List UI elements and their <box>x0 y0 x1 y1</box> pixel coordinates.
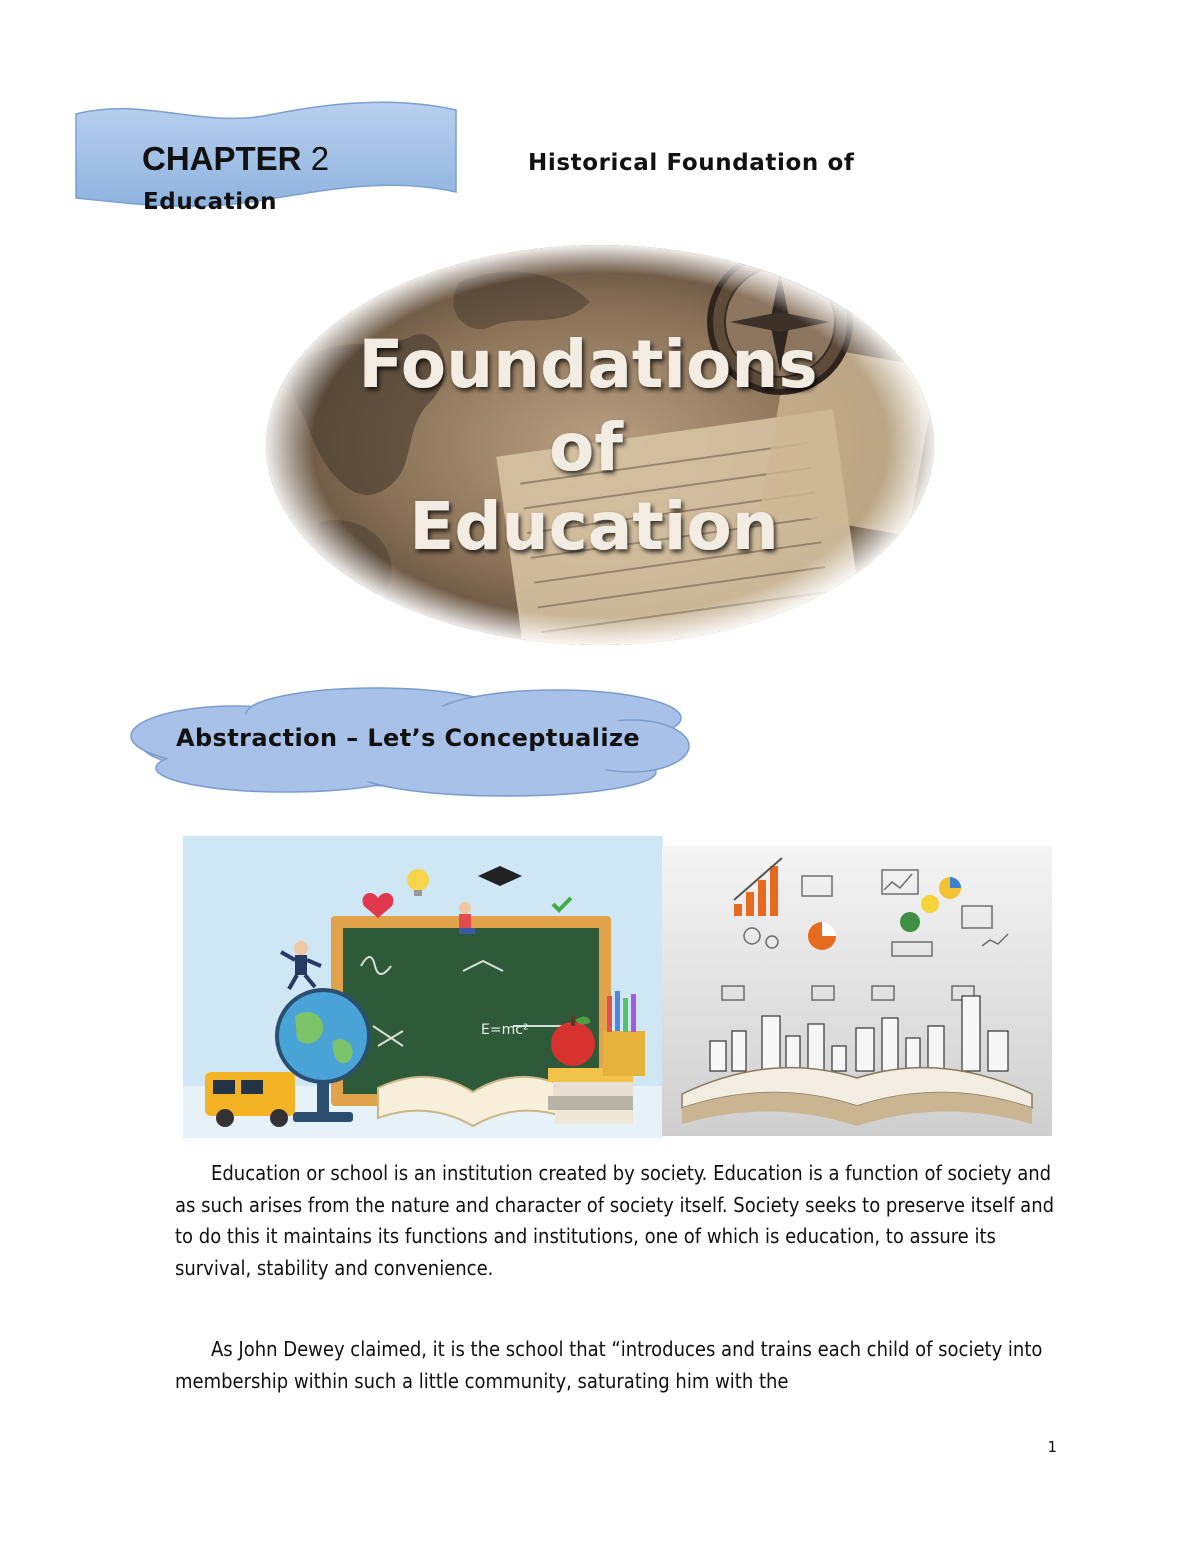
chapter-title-continued: Education <box>143 189 278 215</box>
body-paragraph: As John Dewey claimed, it is the school that “introduces and trains each child of society into membership within such a little community, saturating him with the <box>175 1337 1043 1393</box>
body-paragraph: Education or school is an institution created by society. Education is a function of society and as such arises from the nature and character of society itself. Society seeks to preserve itself and to do this it maintains its functions and institutions, one of which is education, to assure its survival, stability and convenience. <box>175 1161 1055 1280</box>
book-stack-icon <box>548 1068 633 1124</box>
hero-text-education: Education <box>409 488 779 565</box>
foundations-of-education-image <box>260 242 940 648</box>
lightbulb-icon <box>921 895 939 913</box>
section-heading: Abstraction – Let’s Conceptualize <box>176 724 641 752</box>
chapter-word: CHAPTER <box>142 140 302 177</box>
page-number: 1 <box>1047 1438 1057 1456</box>
chapter-title: Historical Foundation of <box>528 150 855 176</box>
chapter-number: 2 <box>310 140 330 177</box>
hero-text-foundations: Foundations <box>358 326 818 403</box>
chalkboard-formula: E=mc² <box>481 1022 529 1038</box>
open-book-city-illustration <box>662 846 1052 1136</box>
hero-text-of: of <box>548 409 624 486</box>
tree-icon <box>900 912 920 932</box>
chapter-label <box>142 140 329 178</box>
education-illustration <box>183 836 663 1138</box>
